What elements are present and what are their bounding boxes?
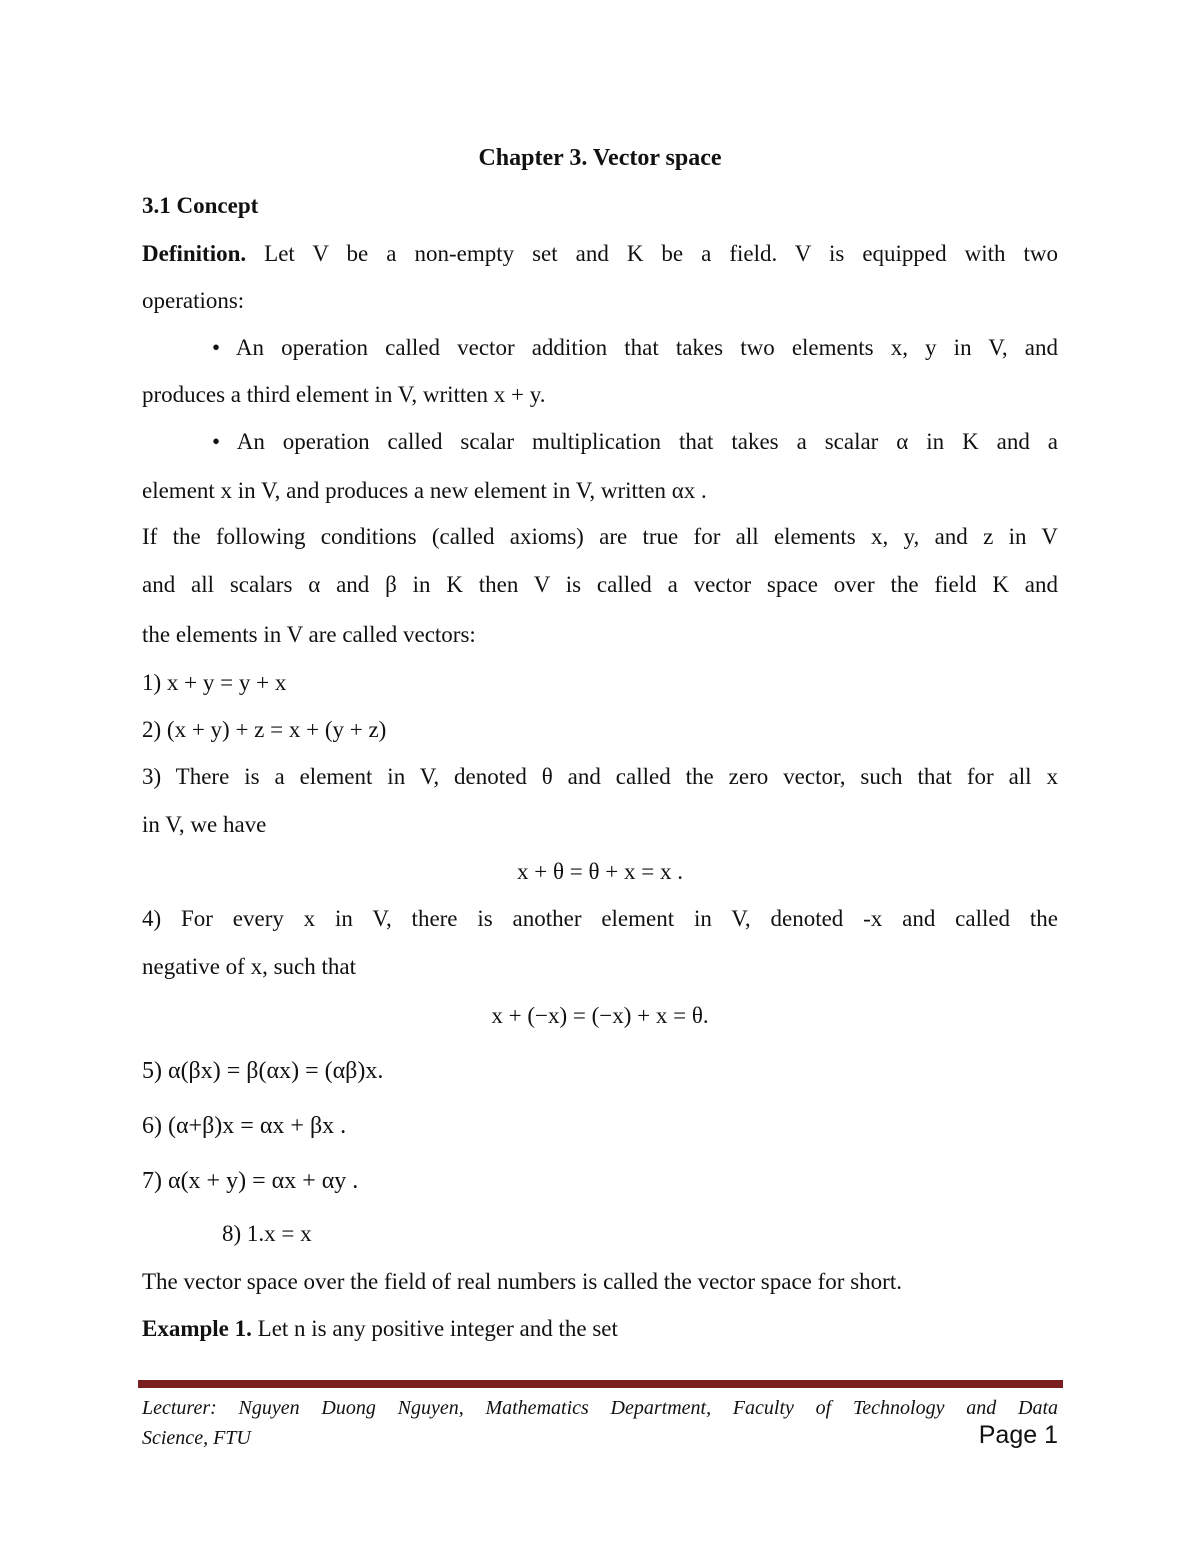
definition-text-1: Let V be a non-empty set and K be a field. V is equipped with two bbox=[264, 241, 1058, 266]
definition-line-1 bbox=[142, 238, 1058, 270]
axiom-7: 7) α(x + y) = αx + αy . bbox=[142, 1168, 359, 1194]
axiom-3-formula: x + θ = θ + x = x . bbox=[517, 859, 683, 884]
example-text: Let n is any positive integer and the set bbox=[257, 1316, 618, 1341]
axiom-4-formula: x + (−x) = (−x) + x = θ. bbox=[491, 1003, 709, 1028]
axioms-intro-line-3: the elements in V are called vectors: bbox=[142, 622, 476, 647]
axiom-1: 1) x + y = y + x bbox=[142, 670, 287, 695]
footer-lecturer-line-1: Lecturer: Nguyen Duong Nguyen, Mathematics Department, Faculty of Technology and Data bbox=[142, 1397, 1058, 1419]
axioms-intro-line-2: and all scalars α and β in K then V is called a vector space over the field K and bbox=[142, 572, 1058, 597]
chapter-title: Chapter 3. Vector space bbox=[478, 145, 722, 171]
axiom-3-line-2: in V, we have bbox=[142, 812, 267, 837]
axiom-5: 5) α(βx) = β(αx) = (αβ)x. bbox=[142, 1058, 384, 1084]
bullet-2-line-1: • An operation called scalar multiplication that takes a scalar α in K and a bbox=[212, 429, 1058, 454]
page-number: Page 1 bbox=[978, 1421, 1058, 1449]
bullet-1-line-2: produces a third element in V, written x + y. bbox=[142, 382, 546, 407]
axiom-6: 6) (α+β)x = αx + βx . bbox=[142, 1113, 347, 1139]
footer-lecturer-line-2: Science, FTU bbox=[142, 1427, 251, 1449]
example-label: Example 1. bbox=[142, 1316, 252, 1341]
axiom-8: 8) 1.x = x bbox=[222, 1221, 312, 1246]
axiom-4-line-1: 4) For every x in V, there is another element in V, denoted -x and called the bbox=[142, 906, 1058, 931]
footer-rule bbox=[138, 1380, 1063, 1388]
definition-label: Definition. bbox=[142, 241, 247, 266]
axiom-2: 2) (x + y) + z = x + (y + z) bbox=[142, 717, 387, 742]
bullet-1-line-1: • An operation called vector addition that takes two elements x, y in V, and bbox=[212, 335, 1058, 360]
axioms-intro-line-1: If the following conditions (called axioms) are true for all elements x, y, and z in V bbox=[142, 524, 1058, 549]
section-title: 3.1 Concept bbox=[142, 193, 259, 218]
axiom-4-line-2: negative of x, such that bbox=[142, 954, 356, 979]
axiom-3-line-1: 3) There is a element in V, denoted θ and called the zero vector, such that for all x bbox=[142, 764, 1058, 789]
definition-line-2: operations: bbox=[142, 288, 245, 313]
bullet-2-line-2: element x in V, and produces a new element in V, written αx . bbox=[142, 478, 707, 503]
closing-statement: The vector space over the field of real numbers is called the vector space for short. bbox=[142, 1269, 902, 1294]
example-1 bbox=[142, 1313, 1058, 1345]
